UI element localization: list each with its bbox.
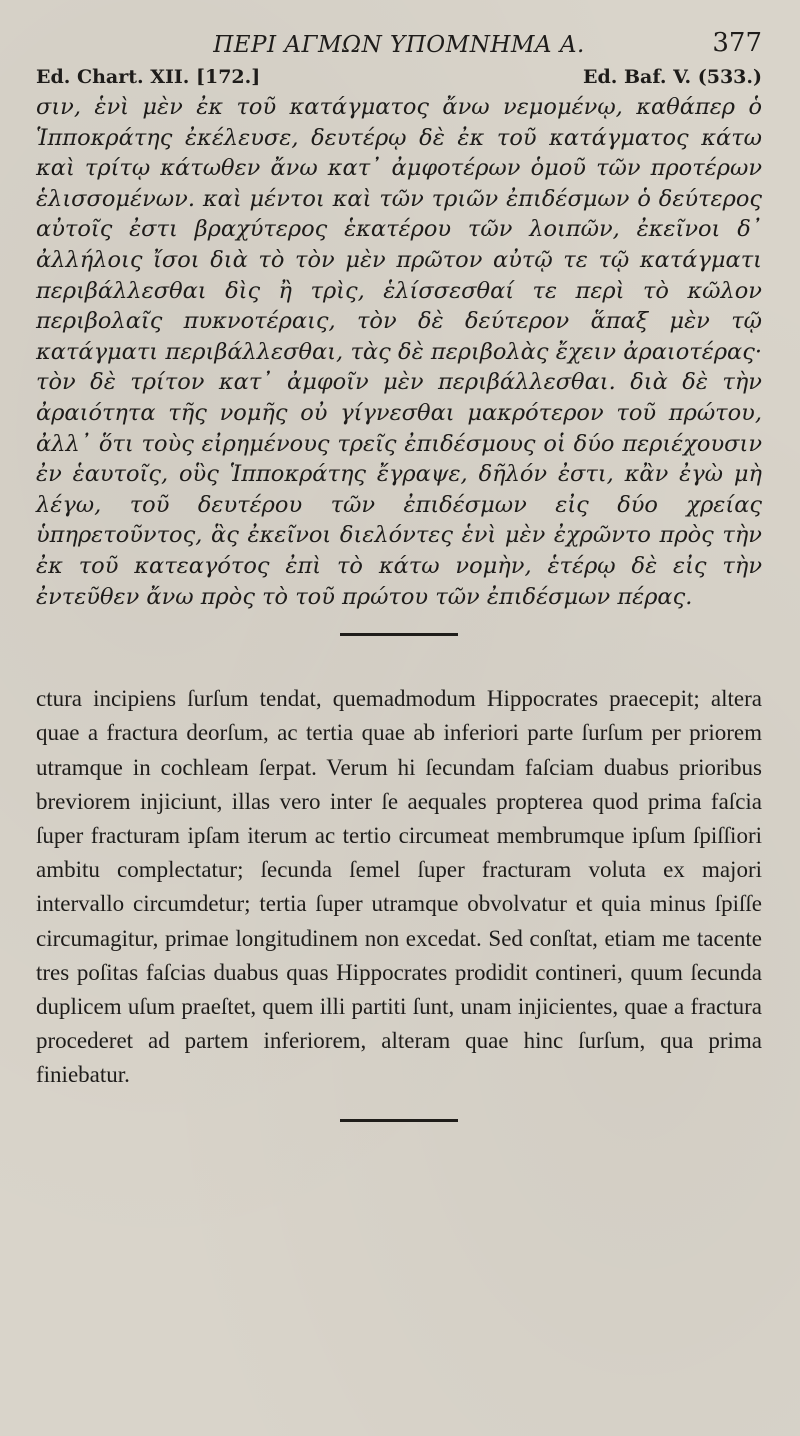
edition-right: Ed. Baf. V. (533.) — [583, 66, 762, 88]
greek-paragraph: σιν, ἑνὶ μὲν ἐκ τοῦ κατάγματος ἄνω νεμομένῳ, καθάπερ ὁ Ἱπποκράτης ἐκέλευσε, δευτέρῳ δὲ ἐκ τοῦ κατάγματος κάτω καὶ τρίτῳ κάτωθεν ἄνω κατ᾽ ἀμφοτέρων ὁμοῦ τῶν προτέρων ἑλισσομένων. καὶ μέντοι καὶ τῶν τριῶν ἐπιδέσμων ὁ δεύτερος αὐτοῖς ἐστι βραχύτερος ἑκατέρου τῶν λοιπῶν, ἐκεῖνοι δ᾽ ἀλλήλοις ἴσοι διὰ τὸ τὸν μὲν πρῶτον αὐτῷ τε τῷ κατάγματι περιβάλλεσθαι δὶς ἢ τρὶς, ἑλίσσεσθαί τε περὶ τὸ κῶλον περιβολαῖς πυκνοτέραις, τὸν δὲ δεύτερον ἅπαξ μὲν τῷ κατάγματι περιβάλλεσθαι, τὰς δὲ περιβολὰς ἔχειν ἀραιοτέρας· τὸν δὲ τρίτον κατ᾽ ἀμφοῖν μὲν περιβάλλεσθαι. διὰ δὲ τὴν ἀραιότητα τῆς νομῆς οὐ γίγνεσθαι μακρότερον τοῦ πρώτου, ἀλλ᾽ ὅτι τοὺς εἰρημένους τρεῖς ἐπιδέσμους οἱ δύο περιέχουσιν ἐν ἑαυτοῖς, οὓς Ἱπποκράτης ἔγραψε, δῆλόν ἐστι, κἂν ἐγὼ μὴ λέγω, τοῦ δευτέρου τῶν ἐπιδέσμων εἰς δύο χρείας ὑπηρετοῦντος, ἃς ἐκεῖνοι διελόντες ἑνὶ μὲν ἐχρῶντο πρὸς τὴν ἐκ τοῦ κατεαγότος ἐπὶ τὸ κάτω νομὴν, ἑτέρῳ δὲ εἰς τὴν ἐντεῦθεν ἄνω πρὸς τὸ τοῦ πρώτου τῶν ἐπιδέσμων πέρας. — [36, 94, 762, 610]
running-title: ΠΕΡΙ ΑΓΜΩΝ ΥΠΟΜΝΗΜΑ Α. — [213, 32, 585, 58]
edition-left: Ed. Chart. XII. [172.] — [36, 66, 261, 88]
latin-text-block — [36, 682, 762, 1092]
end-divider — [340, 1119, 458, 1122]
page-number: 377 — [712, 28, 762, 58]
edition-references — [36, 66, 762, 92]
latin-paragraph: ctura incipiens ſurſum tendat, quemadmodum Hippocrates praecepit; altera quae a fractura deorſum, ac tertia quae ab inferiori parte ſurſum per priorem utramque in cochleam ſerpat. Verum hi ſecundam faſciam duabus prioribus breviorem injiciunt, illas vero inter ſe aequales propterea quod prima faſcia ſuper fracturam ipſam iterum ac tertio circumeat membrumque ipſum ſpiſſiori ambitu complectatur; ſecunda ſemel ſuper fracturam voluta ex majori intervallo circumdetur; tertia ſuper utramque obvolvatur et quia minus ſpiſſe circumagitur, primae longitudinem non excedat. Sed conſtat, etiam me tacente tres poſitas faſcias duabus quas Hippocrates prodidit contineri, quum ſecunda duplicem uſum praeſtet, quem illi partiti ſunt, unam injicientes, quae a fractura procederet ad partem inferiorem, alteram quae hinc ſurſum, qua prima finiebatur. — [36, 686, 762, 1088]
section-divider — [340, 633, 458, 636]
greek-text-block — [36, 92, 762, 612]
page-header — [36, 28, 762, 64]
